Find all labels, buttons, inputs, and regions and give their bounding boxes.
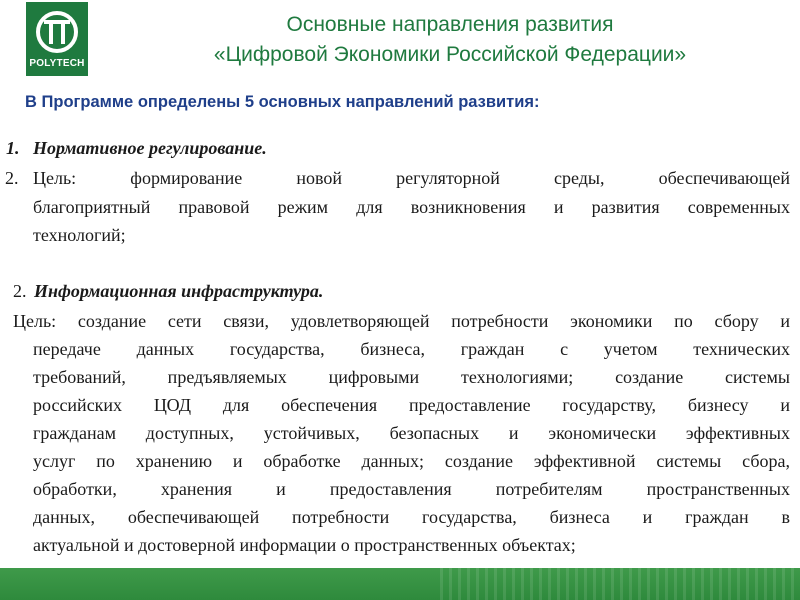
section2-goal-line-6: услуг по хранению и обработке данных; создание эффективной системы сбора, bbox=[33, 451, 790, 471]
section2-goal-line-2: передаче данных государства, бизнеса, граждан с учетом технических bbox=[33, 339, 790, 359]
polytech-logo bbox=[26, 2, 88, 76]
title-line-2: «Цифровой Экономики Российской Федерации» bbox=[213, 43, 687, 66]
section2-heading: Информационная инфраструктура. bbox=[34, 281, 324, 301]
section2-goal-line-3: требований, предъявляемых цифровыми технологиями; создание системы bbox=[33, 367, 790, 387]
section2-goal-line-1: Цель: создание сети связи, удовлетворяющей потребности экономики по сбору и bbox=[13, 311, 790, 331]
section1-goal-line-3: технологий; bbox=[33, 225, 126, 245]
section2-heading-number: 2. bbox=[13, 281, 27, 301]
section2-goal-line-5: гражданам доступных, устойчивых, безопасных и экономически эффективных bbox=[33, 423, 790, 443]
section1-goal-line-2: благоприятный правовой режим для возникновения и развития современных bbox=[33, 197, 790, 217]
footer-band bbox=[0, 568, 800, 600]
section2-goal-line-4: российских ЦОД для обеспечения предоставление государству, бизнесу и bbox=[33, 395, 790, 415]
section2-goal-line-9: актуальной и достоверной информации о пространственных объектах; bbox=[33, 535, 576, 555]
footer-bars-decoration bbox=[440, 568, 800, 600]
section1-heading-number: 1. bbox=[6, 138, 20, 158]
logo-text: POLYTECH bbox=[29, 58, 85, 69]
section1-heading: Нормативное регулирование. bbox=[33, 138, 267, 158]
section2-goal-line-8: данных, обеспечивающей потребности государства, бизнеса и граждан в bbox=[33, 507, 790, 527]
title-line-1: Основные направления развития bbox=[286, 13, 614, 36]
section1-goal-number: 2. bbox=[5, 168, 19, 188]
polytech-pi-icon bbox=[35, 8, 79, 56]
page-title bbox=[110, 10, 790, 70]
section1-goal-line-1: Цель: формирование новой регуляторной среды, обеспечивающей bbox=[33, 168, 790, 188]
section2-goal-line-7: обработки, хранения и предоставления потребителям пространственных bbox=[33, 479, 790, 499]
subtitle: В Программе определены 5 основных направлений развития: bbox=[25, 93, 540, 111]
